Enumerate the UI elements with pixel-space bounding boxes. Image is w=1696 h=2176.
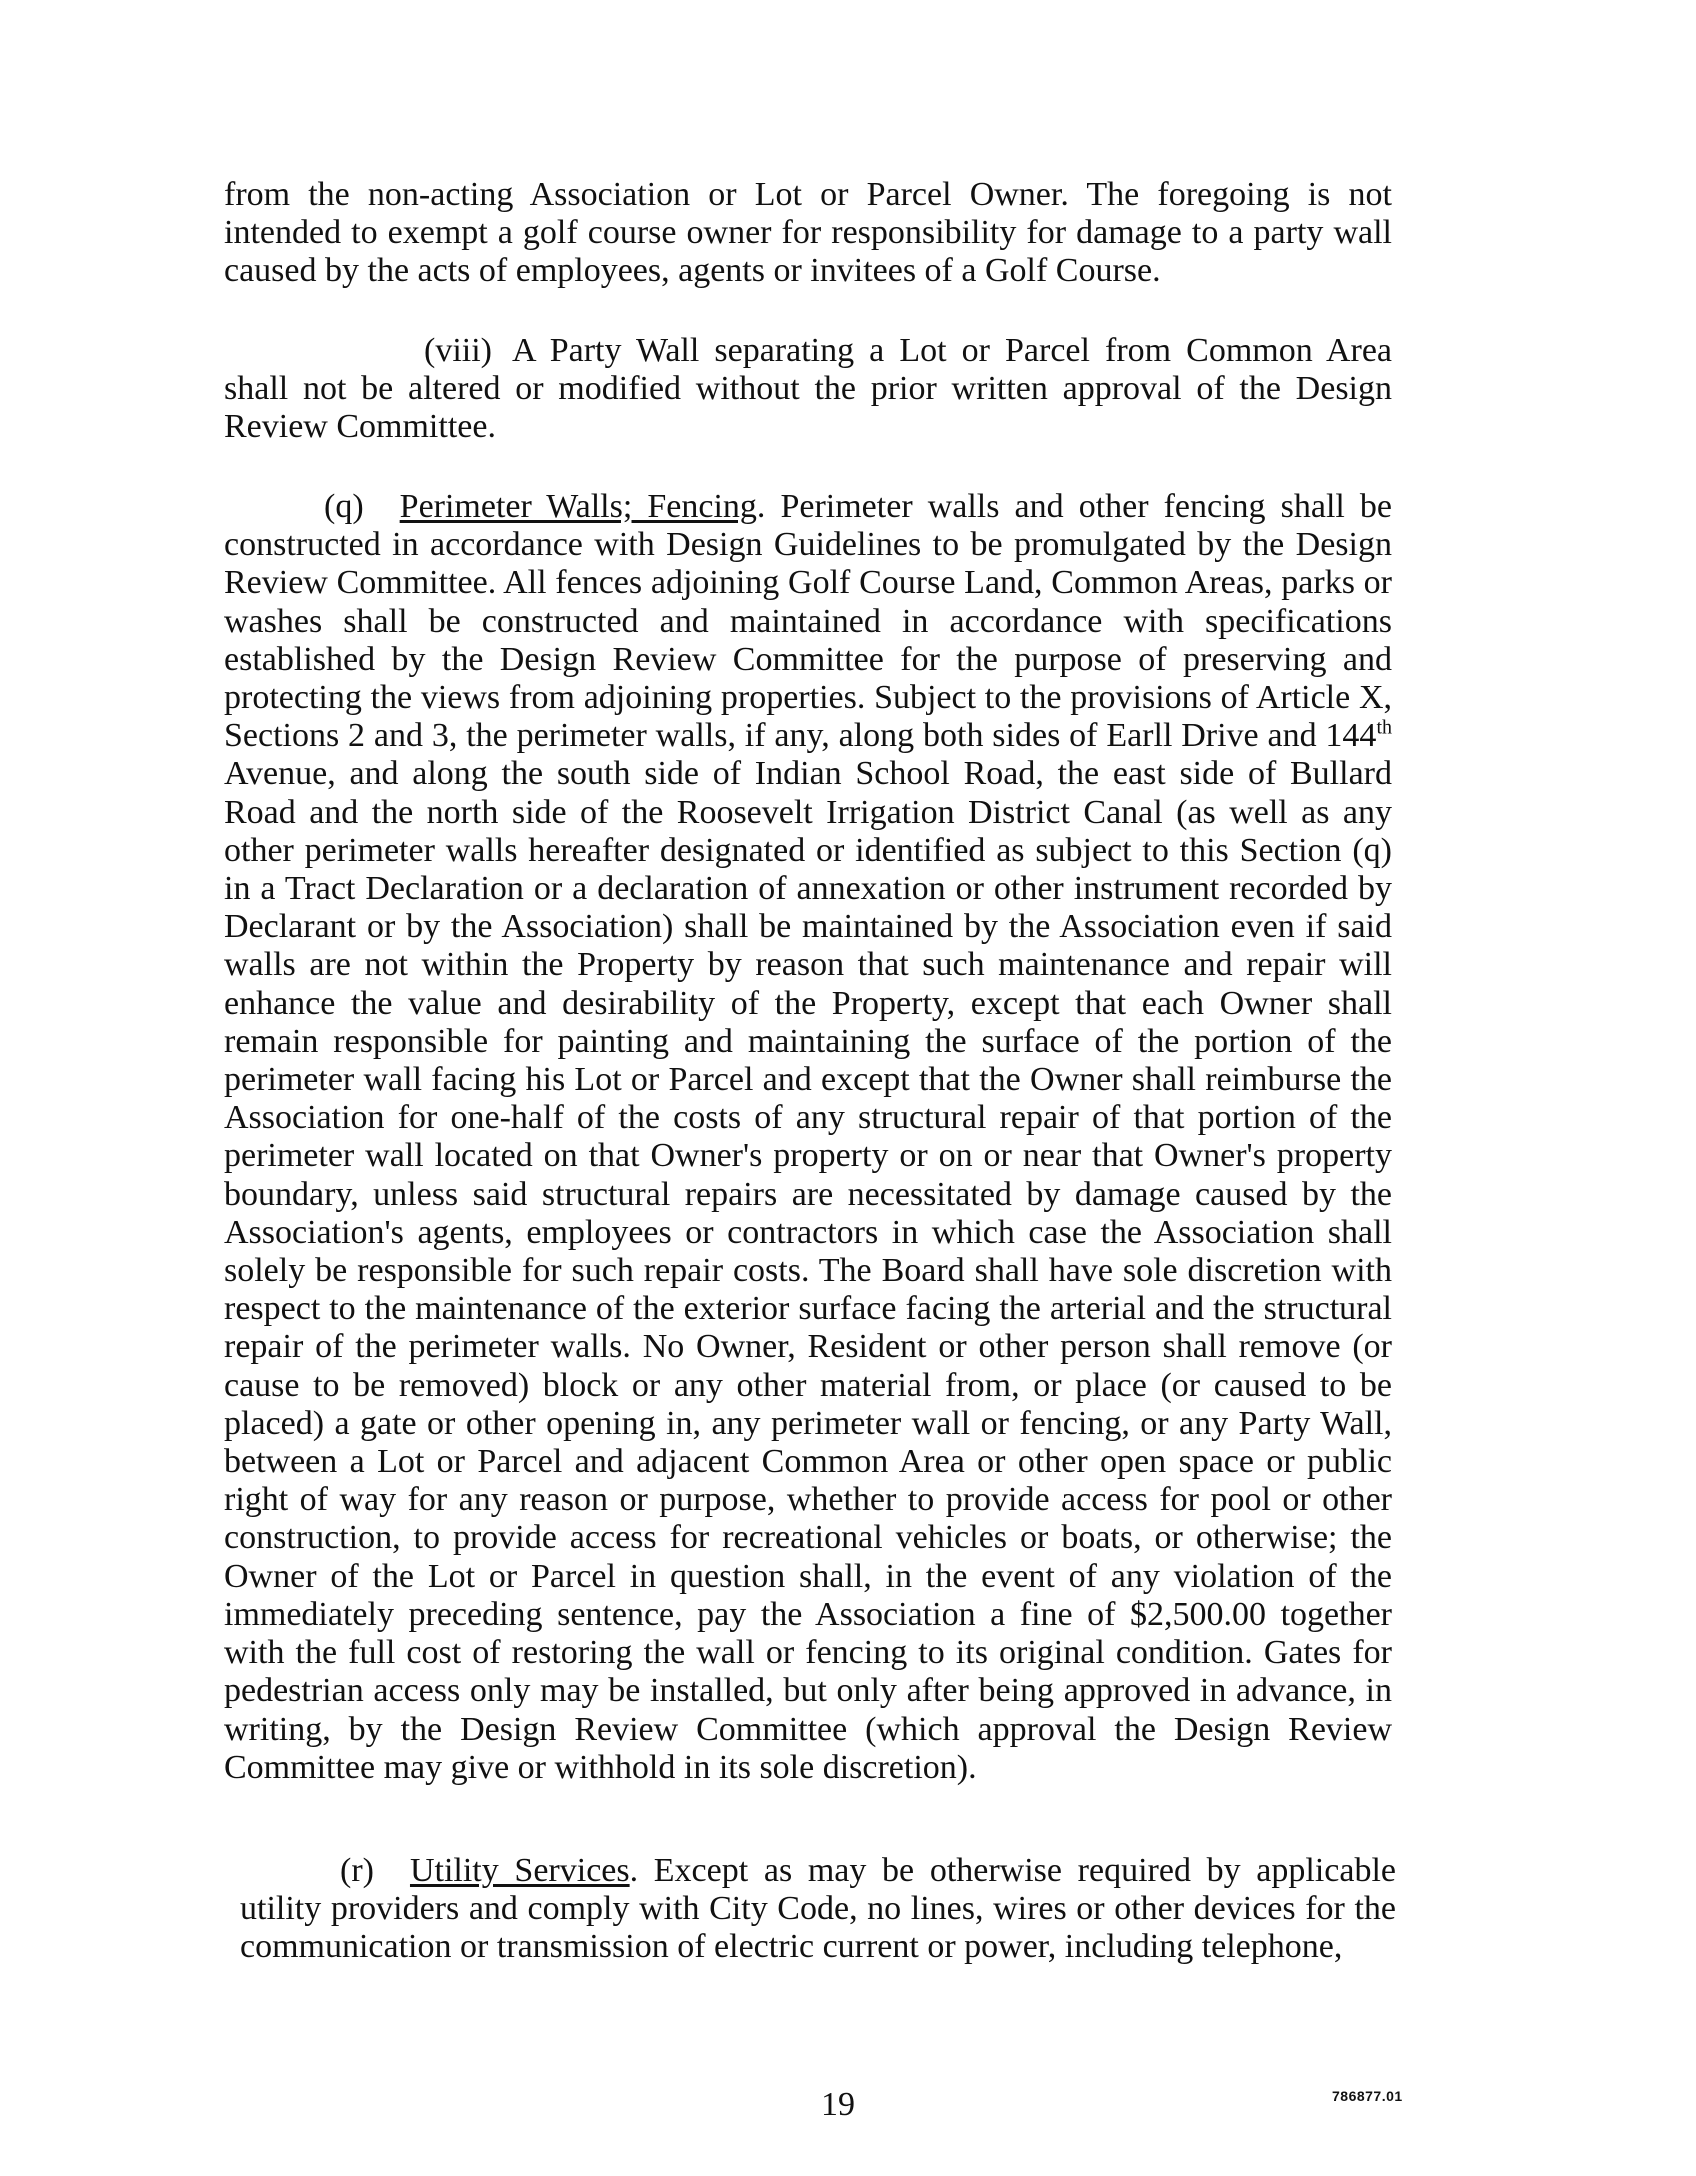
paragraph-viii <box>224 332 1392 447</box>
paragraph-q <box>224 488 1392 1787</box>
document-code: 786877.01 <box>1332 2088 1403 2104</box>
ordinal-superscript: th <box>1376 716 1392 739</box>
paragraph-continuation <box>224 176 1392 291</box>
paragraph-q-label: (q) <box>324 488 364 525</box>
paragraph-viii-label: (viii) <box>424 332 492 369</box>
paragraph-r <box>240 1852 1396 1967</box>
section-heading-perimeter-walls: Perimeter Walls; Fencing <box>399 488 757 525</box>
page-number: 19 <box>821 2086 855 2123</box>
paragraph-continuation-text: from the non-acting Association or Lot or Parcel Owner. The foregoing is not intended to exempt a golf course owner for responsibility for damage to a party wall caused by the acts of employees, agents or invitees of a Golf Course. <box>224 176 1392 290</box>
paragraph-r-text: . Except as may be otherwise required by applicable utility providers and comply with City Code, no lines, wires or other devices for the communication or transmission of electric current or power, including telephone, <box>240 1852 1396 1966</box>
paragraph-q-text-part2: Avenue, and along the south side of Indian School Road, the east side of Bullard Road and the north side of the Roosevelt Irrigation District Canal (as well as any other perimeter walls hereafter designated or identified as subject to this Section (q) in a Tract Declaration or a declaration of annexation or other instrument recorded by Declarant or by the Association) shall be maintained by the Association even if said walls are not within the Property by reason that such maintenance and repair will enhance the value and desirability of the Property, except that each Owner shall remain responsible for painting and maintaining the surface of the portion of the perimeter wall facing his Lot or Parcel and except that the Owner shall reimburse the Association for one-half of the costs of any structural repair of that portion of the perimeter wall located on that Owner's property or on or near that Owner's property boundary, unless said structural repairs are necessitated by damage caused by the Association's agents, employees or contractors in which case the Association shall solely be responsible for such repair costs. The Board shall have sole discretion with respect to the maintenance of the exterior surface facing the arterial and the structural repair of the perimeter walls. No Owner, Resident or other person shall remove (or cause to be removed) block or any other material from, or place (or caused to be placed) a gate or other opening in, any perimeter wall or fencing, or any Party Wall, between a Lot or Parcel and adjacent Common Area or other open space or public right of way for any reason or purpose, whether to provide access for pool or other construction, to provide access for recreational vehicles or boats, or otherwise; the Owner of the Lot or Parcel in question shall, in the event of any violation of the immediately preceding sentence, pay the Association a fine of $2,500.00 together with the full cost of restoring the wall or fencing to its original condition. Gates for pedestrian access only may be installed, but only after being approved in advance, in writing, by the Design Review Committee (which approval the Design Review Committee may give or withhold in its sole discretion). <box>224 755 1392 1786</box>
paragraph-r-label: (r) <box>340 1852 374 1889</box>
paragraph-q-text-part1: . Perimeter walls and other fencing shall be constructed in accordance with Design Guidelines to be promulgated by the Design Review Committee. All fences adjoining Golf Course Land, Common Areas, parks or washes shall be constructed and maintained in accordance with specifications established by the Design Review Committee for the purpose of preserving and protecting the views from adjoining properties. Subject to the provisions of Article X, Sections 2 and 3, the perimeter walls, if any, along both sides of Earll Drive and 144 <box>224 488 1392 755</box>
section-heading-utility-services: Utility Services <box>409 1852 630 1889</box>
paragraph-viii-text: A Party Wall separating a Lot or Parcel from Common Area shall not be altered or modified without the prior written approval of the Design Review Committee. <box>224 332 1392 446</box>
